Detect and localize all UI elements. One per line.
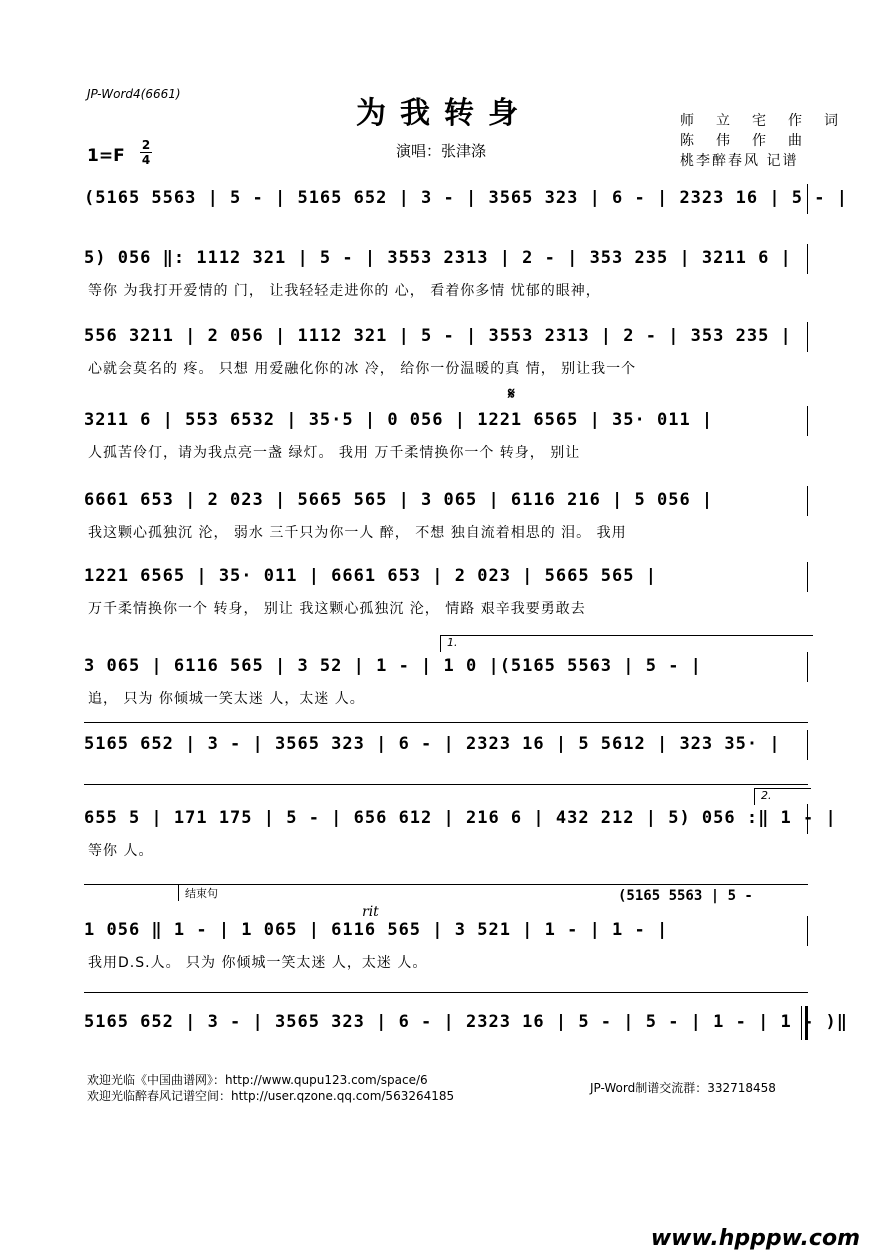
footer-link-1[interactable]: 欢迎光临《中国曲谱网》：http://www.qupu123.com/space/6 [87, 1073, 428, 1087]
lyrics-line: 追， 只为 你倾城一笑太迷 人，太迷 人。 [88, 691, 365, 707]
barline [807, 184, 808, 214]
time-numerator: 2 [141, 138, 151, 152]
composer-credit: 陈伟作曲 [680, 133, 824, 149]
lyrics-line: 人孤苦伶仃，请为我点亮一盏 绿灯。 我用 万千柔情换你一个 转身， 别让 [88, 445, 581, 461]
lyricist-credit: 师立宅作词 [680, 113, 860, 129]
lyrics-line: 等你 为我打开爱情的 门， 让我轻轻走进你的 心， 看着你多情 忧郁的眼神， [88, 283, 601, 299]
barline [807, 322, 808, 352]
coda-label: 结束句 [178, 884, 305, 901]
volta-2: 2. [754, 788, 811, 805]
key-signature: 1=F [87, 146, 125, 166]
footer-links [87, 1072, 454, 1104]
notation-line: 3211 6 | 553 6532 | 35·5 | 0 056 | 1221 6565 | 35· 011 | [84, 410, 714, 430]
notation-line: 1221 6565 | 35· 011 | 6661 653 | 2 023 | 5665 565 | [84, 566, 657, 586]
barline [807, 916, 808, 946]
footer-group: JP-Word制谱交流群：332718458 [590, 1081, 776, 1095]
barline [807, 244, 808, 274]
final-barline [801, 1006, 808, 1040]
volta-1: 1. [440, 635, 813, 652]
lyrics-line: 万千柔情换你一个 转身， 别让 我这颗心孤独沉 沦， 情路 艰辛我要勇敢去 [88, 601, 586, 617]
time-denominator: 4 [141, 153, 151, 167]
notation-line: 5165 652 | 3 - | 3565 323 | 6 - | 2323 16 | 5 - | 5 - | 1 - | 1 - )‖ [84, 1012, 848, 1032]
barline [807, 652, 808, 682]
barline [807, 486, 808, 516]
system-divider [84, 992, 808, 993]
barline [807, 406, 808, 436]
notation-line: 5) 056 ‖: 1112 321 | 5 - | 3553 2313 | 2 - | 353 235 | 3211 6 | [84, 248, 792, 268]
transcriber-credit: 桃李醉春风 记谱 [680, 153, 799, 169]
lyrics-line: 等你 人。 [88, 843, 154, 859]
system-divider [84, 722, 808, 723]
song-title: 为我转身 [356, 96, 532, 131]
lyrics-line: 心就会莫名的 疼。 只想 用爱融化你的冰 冷， 给你一份温暖的真 情， 别让我一个 [88, 361, 637, 377]
notation-line: 6661 653 | 2 023 | 5665 565 | 3 065 | 6116 216 | 5 056 | [84, 490, 714, 510]
time-signature [140, 139, 152, 166]
segno-sign: 𝄋 [508, 384, 515, 403]
lyrics-line: 我这颗心孤独沉 沦， 弱水 三千只为你一人 醉， 不想 独自流着相思的 泪。 我用 [88, 525, 627, 541]
lyrics-line: 我用D.S.人。 只为 你倾城一笑太迷 人，太迷 人。 [88, 955, 428, 971]
notation-line: 5165 652 | 3 - | 3565 323 | 6 - | 2323 16 | 5 5612 | 323 35· | [84, 734, 781, 754]
site-watermark[interactable]: www.hpppw.com [650, 1226, 860, 1251]
notation-line: 3 065 | 6116 565 | 3 52 | 1 - | 1 0 |(5165 5563 | 5 - | [84, 656, 702, 676]
singer-credit: 演唱：张津涤 [396, 142, 487, 160]
notation-line: 655 5 | 171 175 | 5 - | 656 612 | 216 6 | 432 212 | 5) 056 :‖ 1 - | [84, 808, 837, 828]
barline [807, 730, 808, 760]
coda-intro-notes: (5165 5563 | 5 - [618, 888, 753, 904]
barline [807, 804, 808, 834]
ritardando-mark: rit [362, 904, 379, 920]
software-label: JP-Word4(6661) [87, 87, 181, 101]
barline [807, 562, 808, 592]
system-divider [84, 784, 808, 785]
notation-line: 556 3211 | 2 056 | 1112 321 | 5 - | 3553 2313 | 2 - | 353 235 | [84, 326, 792, 346]
footer-link-2[interactable]: 欢迎光临醉春风记谱空间：http://user.qzone.qq.com/563264185 [87, 1089, 455, 1103]
notation-line: 1 056 ‖ 1 - | 1 065 | 6116 565 | 3 521 | 1 - | 1 - | [84, 920, 669, 940]
notation-line: (5165 5563 | 5 - | 5165 652 | 3 - | 3565 323 | 6 - | 2323 16 | 5 - | [84, 188, 848, 208]
